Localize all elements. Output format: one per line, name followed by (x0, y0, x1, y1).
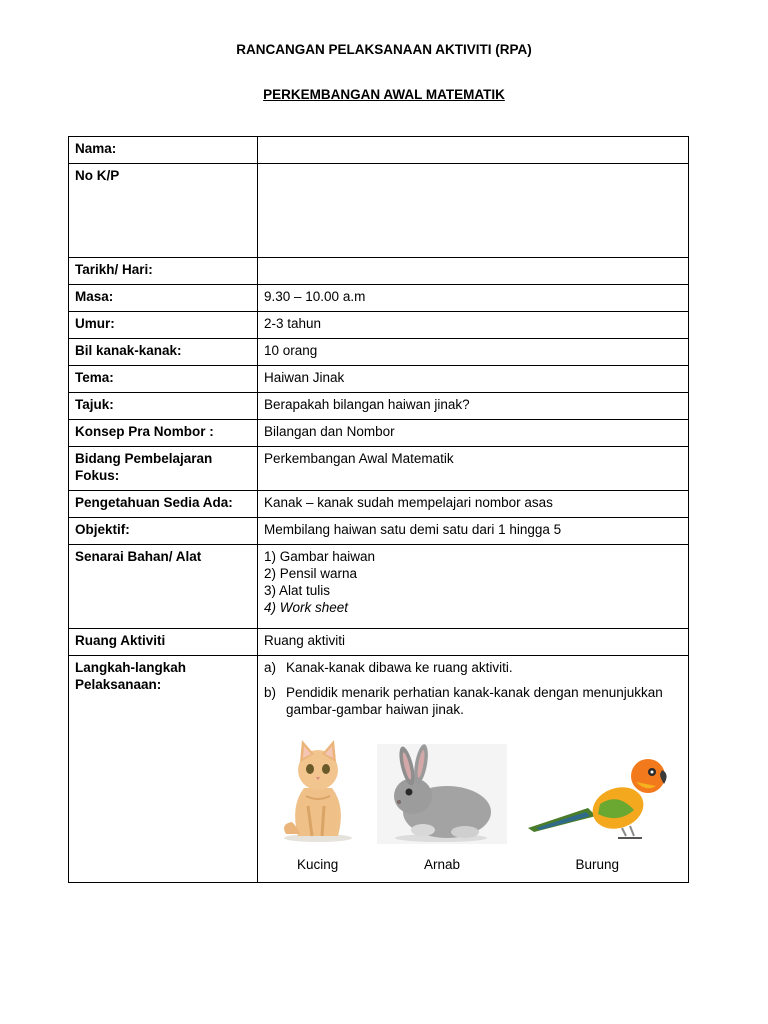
label-tajuk: Tajuk: (69, 393, 258, 420)
value-pengetahuan: Kanak – kanak sudah mempelajari nombor asas (258, 491, 689, 518)
animal-bird (526, 752, 668, 879)
row-tema (69, 366, 689, 393)
animal-caption: Kucing (297, 857, 339, 872)
step-letter: b) (264, 685, 277, 700)
label-nokp: No K/P (69, 164, 258, 258)
bahan-item: 3) Alat tulis (264, 583, 331, 598)
value-nokp (258, 164, 689, 258)
step-text: Kanak-kanak dibawa ke ruang aktiviti. (286, 660, 513, 675)
animal-cat (278, 736, 358, 879)
row-tajuk (69, 393, 689, 420)
label-bidang-line2: Fokus: (75, 468, 120, 483)
value-masa: 9.30 – 10.00 a.m (258, 285, 689, 312)
label-bidang-line1: Bidang Pembelajaran (75, 451, 213, 466)
label-bahan: Senarai Bahan/ Alat (69, 545, 258, 629)
label-langkah-line2: Pelaksanaan: (75, 677, 162, 692)
bahan-item: 4) Work sheet (264, 600, 349, 615)
step-letter: a) (264, 660, 277, 675)
label-langkah (69, 656, 258, 883)
value-bidang: Perkembangan Awal Matematik (258, 447, 689, 491)
animal-caption: Burung (575, 857, 620, 872)
value-konsep: Bilangan dan Nombor (258, 420, 689, 447)
label-nama: Nama: (69, 137, 258, 164)
animal-caption: Arnab (423, 857, 460, 872)
bahan-item: 2) Pensil warna (264, 566, 358, 581)
row-pengetahuan (69, 491, 689, 518)
value-umur: 2-3 tahun (258, 312, 689, 339)
label-pengetahuan: Pengetahuan Sedia Ada: (69, 491, 258, 518)
row-bahan (69, 545, 689, 629)
rpa-form-table (68, 136, 689, 883)
value-langkah (258, 656, 689, 883)
value-ruang: Ruang aktiviti (258, 629, 689, 656)
row-tarikh (69, 258, 689, 285)
value-objektif: Membilang haiwan satu demi satu dari 1 hingga 5 (258, 518, 689, 545)
value-bil: 10 orang (258, 339, 689, 366)
value-bahan (258, 545, 689, 629)
step-a (264, 659, 682, 676)
step-text: Pendidik menarik perhatian kanak-kanak dengan menunjukkan gambar-gambar haiwan jinak. (286, 685, 663, 717)
step-b (264, 684, 682, 718)
label-tema: Tema: (69, 366, 258, 393)
row-langkah (69, 656, 689, 883)
value-tema: Haiwan Jinak (258, 366, 689, 393)
row-nama (69, 137, 689, 164)
document-title: RANCANGAN PELAKSANAAN AKTIVITI (RPA) (236, 42, 532, 57)
row-bidang (69, 447, 689, 491)
label-langkah-line1: Langkah-langkah (75, 660, 187, 675)
animal-rabbit (377, 744, 507, 879)
label-objektif: Objektif: (69, 518, 258, 545)
row-bil (69, 339, 689, 366)
label-umur: Umur: (69, 312, 258, 339)
label-tarikh: Tarikh/ Hari: (69, 258, 258, 285)
cat-image (278, 736, 358, 844)
value-nama (258, 137, 689, 164)
label-konsep: Konsep Pra Nombor : (69, 420, 258, 447)
bahan-item: 1) Gambar haiwan (264, 549, 376, 564)
row-masa (69, 285, 689, 312)
label-bil: Bil kanak-kanak: (69, 339, 258, 366)
value-tajuk: Berapakah bilangan haiwan jinak? (258, 393, 689, 420)
row-ruang (69, 629, 689, 656)
bird-image (526, 752, 668, 844)
label-masa: Masa: (69, 285, 258, 312)
label-bidang (69, 447, 258, 491)
value-tarikh (258, 258, 689, 285)
row-nokp (69, 164, 689, 258)
rabbit-image (377, 744, 507, 844)
document-subtitle: PERKEMBANGAN AWAL MATEMATIK (263, 87, 505, 102)
row-konsep (69, 420, 689, 447)
animal-pictures (264, 736, 682, 879)
label-ruang: Ruang Aktiviti (69, 629, 258, 656)
row-objektif (69, 518, 689, 545)
row-umur (69, 312, 689, 339)
